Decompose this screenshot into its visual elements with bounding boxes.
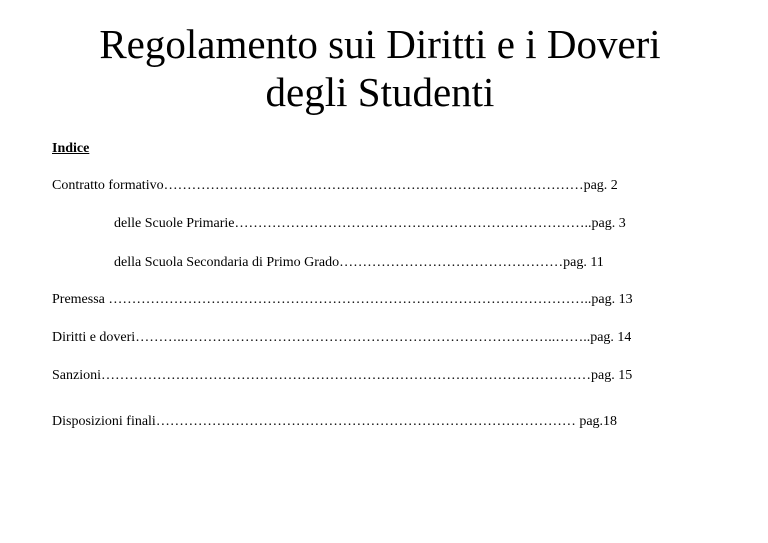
toc-entry-scuole-primarie — [114, 215, 626, 233]
toc-entry-text: Contratto formativo — [52, 178, 164, 193]
toc-entry-scuola-secondaria — [114, 254, 604, 272]
toc-entry-premessa — [52, 291, 633, 309]
toc-leader: ……………………………………………………………………………… — [163, 178, 584, 193]
toc-entry-text: della Scuola Secondaria di Primo Grado — [114, 255, 340, 270]
toc-page: pag. 2 — [583, 178, 618, 193]
toc-entry-sanzioni — [52, 367, 632, 385]
toc-entry-text: Sanzioni — [52, 368, 101, 383]
toc-entry-text: Premessa — [52, 292, 109, 307]
toc-entry-text: Diritti e doveri — [52, 330, 136, 345]
toc-entry-contratto-formativo — [52, 177, 618, 195]
toc-page: pag. 14 — [590, 330, 632, 345]
toc-entry-disposizioni-finali — [52, 413, 617, 431]
toc-leader: ………..……………………………………………………………………..…….. — [135, 330, 591, 345]
toc-entry-text: Disposizioni finali — [52, 414, 156, 429]
toc-heading: Indice — [52, 141, 90, 156]
toc-page: pag. 3 — [591, 216, 626, 231]
toc-entry-diritti-doveri — [52, 329, 631, 347]
toc-page: pag. 13 — [591, 292, 633, 307]
toc-leader: …………………………………………………………………………………………… — [101, 368, 591, 383]
toc-page: pag.18 — [579, 414, 618, 429]
toc-leader: ………………………………………………………………………………………….. — [108, 292, 592, 307]
toc-leader: ………………………………………………………………….. — [234, 216, 592, 231]
toc-page: pag. 11 — [563, 255, 604, 270]
title-line-1: Regolamento sui Diritti e i Doveri — [99, 21, 661, 67]
title-line-2: degli Studenti — [265, 69, 495, 115]
toc-page: pag. 15 — [591, 368, 633, 383]
toc-entry-text: delle Scuole Primarie — [114, 216, 235, 231]
toc-leader: ……………………………………………………………………………… — [155, 414, 580, 429]
document-title — [0, 20, 760, 116]
toc-leader: ………………………………………… — [339, 255, 564, 270]
